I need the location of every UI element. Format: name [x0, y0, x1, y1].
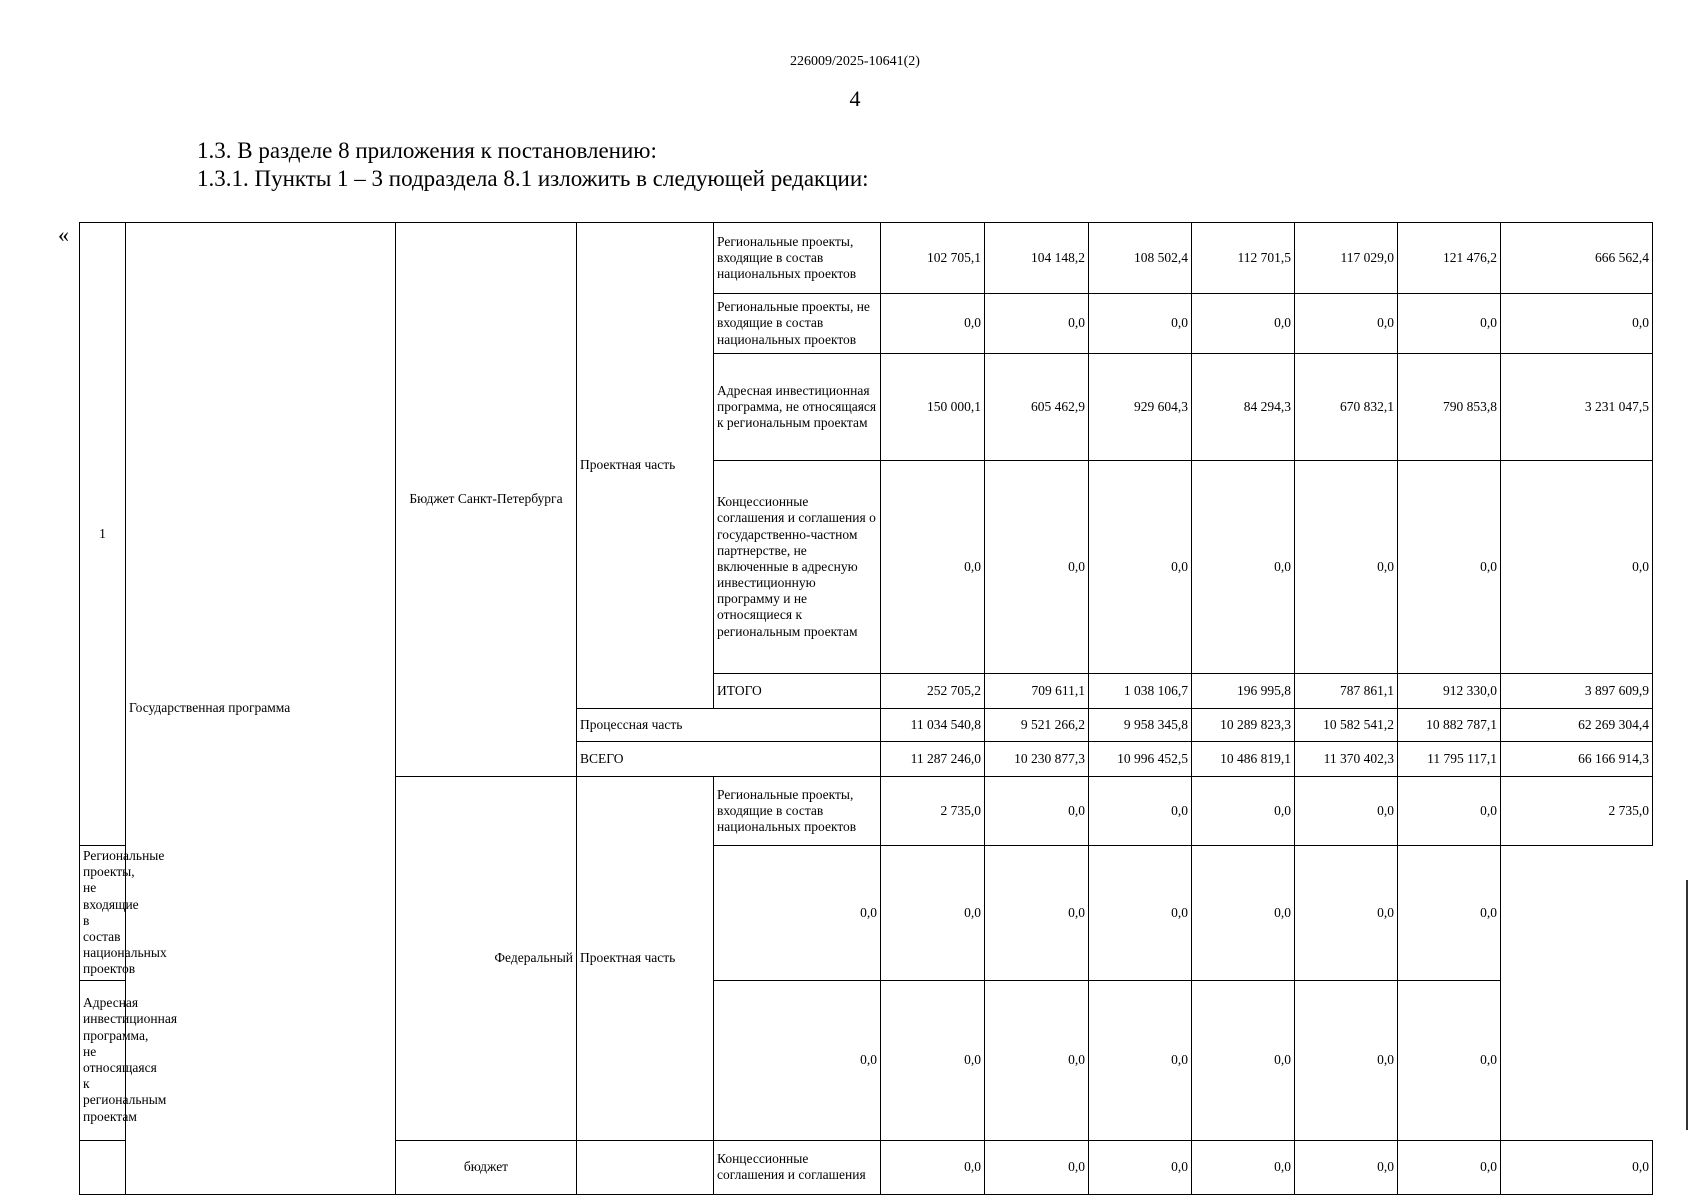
total-value-cell: 0,0 [1501, 461, 1653, 674]
value-cell: 10 582 541,2 [1295, 709, 1398, 742]
value-cell: 0,0 [714, 980, 881, 1140]
value-cell: 150 000,1 [881, 354, 985, 461]
value-cell: 1 038 106,7 [1089, 674, 1192, 709]
value-cell: 0,0 [881, 294, 985, 354]
type-cell: Региональные проекты, входящие в состав национальных проектов [714, 223, 881, 294]
value-cell: 0,0 [1192, 294, 1295, 354]
value-cell: 10 230 877,3 [985, 742, 1089, 777]
value-cell: 0,0 [1192, 777, 1295, 846]
total-value-cell: 666 562,4 [1501, 223, 1653, 294]
process-part-label: Процессная часть [577, 709, 881, 742]
value-cell: 787 861,1 [1295, 674, 1398, 709]
table-row [80, 223, 1653, 294]
funding-table [79, 222, 1653, 1195]
grand-total-label: ВСЕГО [577, 742, 881, 777]
value-cell: 0,0 [1089, 294, 1192, 354]
source-spb-cell: Бюджет Санкт-Петербурга [396, 223, 577, 777]
value-cell: 0,0 [714, 846, 881, 981]
total-value-cell: 66 166 914,3 [1501, 742, 1653, 777]
project-part-empty-cell [577, 1140, 714, 1194]
value-cell: 0,0 [881, 1140, 985, 1194]
total-value-cell: 2 735,0 [1501, 777, 1653, 846]
value-cell: 912 330,0 [1398, 674, 1501, 709]
page-edge-rule [1686, 880, 1688, 1130]
value-cell: 0,0 [881, 461, 985, 674]
value-cell: 0,0 [1398, 777, 1501, 846]
value-cell: 10 486 819,1 [1192, 742, 1295, 777]
value-cell: 10 289 823,3 [1192, 709, 1295, 742]
value-cell: 0,0 [1089, 461, 1192, 674]
value-cell: 104 148,2 [985, 223, 1089, 294]
value-cell: 11 034 540,8 [881, 709, 985, 742]
value-cell: 0,0 [985, 777, 1089, 846]
value-cell: 929 604,3 [1089, 354, 1192, 461]
value-cell: 709 611,1 [985, 674, 1089, 709]
total-value-cell: 3 231 047,5 [1501, 354, 1653, 461]
subtotal-label-cell: ИТОГО [714, 674, 881, 709]
value-cell: 11 370 402,3 [1295, 742, 1398, 777]
total-value-cell: 0,0 [1501, 1140, 1653, 1194]
value-cell: 0,0 [1089, 846, 1192, 981]
value-cell: 252 705,2 [881, 674, 985, 709]
source-federal-cell: Федеральный [396, 777, 577, 1141]
value-cell: 121 476,2 [1398, 223, 1501, 294]
value-cell: 11 287 246,0 [881, 742, 985, 777]
value-cell: 0,0 [1295, 1140, 1398, 1194]
value-cell: 0,0 [1192, 461, 1295, 674]
value-cell: 0,0 [1295, 294, 1398, 354]
project-part-federal-cell: Проектная часть [577, 777, 714, 1141]
total-value-cell: 3 897 609,9 [1501, 674, 1653, 709]
value-cell: 605 462,9 [985, 354, 1089, 461]
row-number-cell: 1 [80, 223, 126, 846]
value-cell: 117 029,0 [1295, 223, 1398, 294]
total-value-cell: 62 269 304,4 [1501, 709, 1653, 742]
value-cell: 0,0 [1398, 461, 1501, 674]
total-value-cell: 0,0 [1501, 294, 1653, 354]
type-cell: Адресная инвестиционная программа, не относящаяся к региональным проектам [80, 980, 126, 1140]
value-cell: 10 882 787,1 [1398, 709, 1501, 742]
value-cell: 0,0 [1089, 980, 1192, 1140]
value-cell: 84 294,3 [1192, 354, 1295, 461]
value-cell: 0,0 [1295, 980, 1398, 1140]
value-cell: 0,0 [881, 846, 985, 981]
value-cell: 112 701,5 [1192, 223, 1295, 294]
type-cell: Адресная инвестиционная программа, не относящаяся к региональным проектам [714, 354, 881, 461]
value-cell: 0,0 [985, 1140, 1089, 1194]
type-cell: Региональные проекты, не входящие в состав национальных проектов [714, 294, 881, 354]
value-cell: 0,0 [1192, 1140, 1295, 1194]
value-cell: 10 996 452,5 [1089, 742, 1192, 777]
intro-line-1: 1.3. В разделе 8 приложения к постановлению: [197, 138, 657, 163]
value-cell: 0,0 [985, 846, 1089, 981]
type-cell: Концессионные соглашения и соглашения о государственно-частном партнерстве, не включенные в адресную инвестиционную программу и не относящиеся к региональным проектам [714, 461, 881, 674]
value-cell: 2 735,0 [881, 777, 985, 846]
value-cell: 0,0 [985, 461, 1089, 674]
value-cell: 0,0 [985, 980, 1089, 1140]
intro-line-2: 1.3.1. Пункты 1 – 3 подраздела 8.1 изложить в следующей редакции: [197, 166, 869, 191]
value-cell: 0,0 [985, 294, 1089, 354]
total-value-cell: 0,0 [1398, 846, 1501, 981]
value-cell: 196 995,8 [1192, 674, 1295, 709]
type-cell: Региональные проекты, не входящие в состав национальных проектов [80, 846, 126, 981]
total-value-cell: 0,0 [1398, 980, 1501, 1140]
program-name-cell: Государственная программа [126, 223, 396, 1195]
value-cell: 0,0 [1398, 294, 1501, 354]
source-continuation-cell: бюджет [396, 1140, 577, 1194]
value-cell: 790 853,8 [1398, 354, 1501, 461]
value-cell: 0,0 [1089, 777, 1192, 846]
value-cell: 670 832,1 [1295, 354, 1398, 461]
type-cell: Концессионные соглашения и соглашения [714, 1140, 881, 1194]
page-number: 4 [849, 86, 861, 111]
value-cell: 0,0 [1295, 777, 1398, 846]
value-cell: 0,0 [1192, 846, 1295, 981]
document-number: 226009/2025-10641(2) [790, 54, 920, 69]
value-cell: 102 705,1 [881, 223, 985, 294]
opening-quote-mark: « [58, 222, 69, 247]
value-cell: 0,0 [1089, 1140, 1192, 1194]
project-part-spb-cell: Проектная часть [577, 223, 714, 709]
value-cell: 11 795 117,1 [1398, 742, 1501, 777]
value-cell: 9 958 345,8 [1089, 709, 1192, 742]
value-cell: 0,0 [1295, 461, 1398, 674]
row-number-cell-empty [80, 1140, 126, 1194]
value-cell: 0,0 [881, 980, 985, 1140]
value-cell: 0,0 [1295, 846, 1398, 981]
value-cell: 108 502,4 [1089, 223, 1192, 294]
value-cell: 9 521 266,2 [985, 709, 1089, 742]
value-cell: 0,0 [1398, 1140, 1501, 1194]
value-cell: 0,0 [1192, 980, 1295, 1140]
type-cell: Региональные проекты, входящие в состав национальных проектов [714, 777, 881, 846]
